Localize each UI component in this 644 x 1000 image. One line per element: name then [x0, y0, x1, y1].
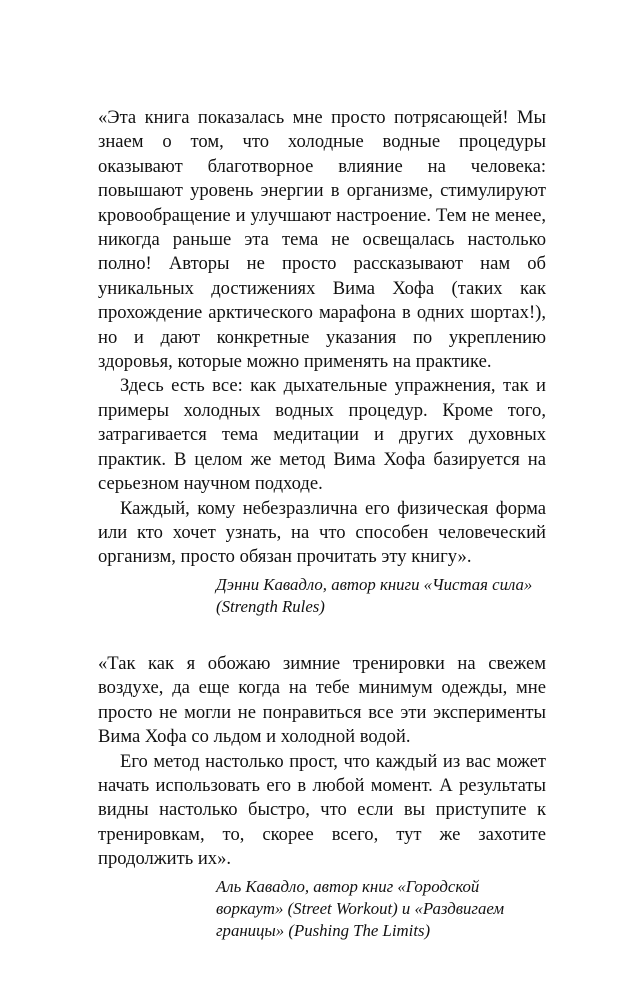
quote-paragraph: Каждый, кому небезразлична его физическая форма или кто хочет узнать, на что способен человеческий организм, просто обязан прочитать эту книгу». — [98, 497, 546, 568]
quote-paragraph: «Так как я обожаю зимние тренировки на свежем воздухе, да еще когда на тебе минимум одежды, мне просто не могли не понравиться все эти эксперименты Вима Хофа со льдом и холодной водой. — [98, 653, 546, 748]
testimonial-quote-2 — [98, 652, 546, 942]
quote-paragraph: Здесь есть все: как дыхательные упражнения, так и примеры холодных водных процедур. Кроме того, затрагивается тема медитации и других духовных практик. В целом же метод Вима Хофа базируется на серьезном научном подходе. — [98, 375, 546, 495]
quote-attribution: Дэнни Кавадло, автор книги «Чистая сила» (Strength Rules) — [216, 574, 533, 616]
quote-attribution: Аль Кавадло, автор книг «Городской воркаут» (Street Workout) и «Раздвигаем границы» (Pushing The Limits) — [216, 876, 505, 940]
quote-paragraph: Его метод настолько прост, что каждый из вас может начать использовать его в любой момент. А результаты видны настолько быстро, что если вы приступите к тренировкам, то, скорее всего, тут же захотите продолжить их». — [98, 750, 546, 870]
testimonial-quote-1 — [98, 106, 546, 618]
quote-paragraph: «Эта книга показалась мне просто потрясающей! Мы знаем о том, что холодные водные процедуры оказывают благотворное влияние на человека: повышают уровень энергии в организме, стимулируют кровообращение и улучшают настроение. Тем не менее, никогда раньше эта тема не освещалась настолько полно! Авторы не просто рассказывают нам об уникальных достижениях Вима Хофа (таких как прохождение арктического марафона в одних шортах!), но и дают конкретные указания по укреплению здоровья, которые можно применять на практике. — [98, 107, 546, 373]
